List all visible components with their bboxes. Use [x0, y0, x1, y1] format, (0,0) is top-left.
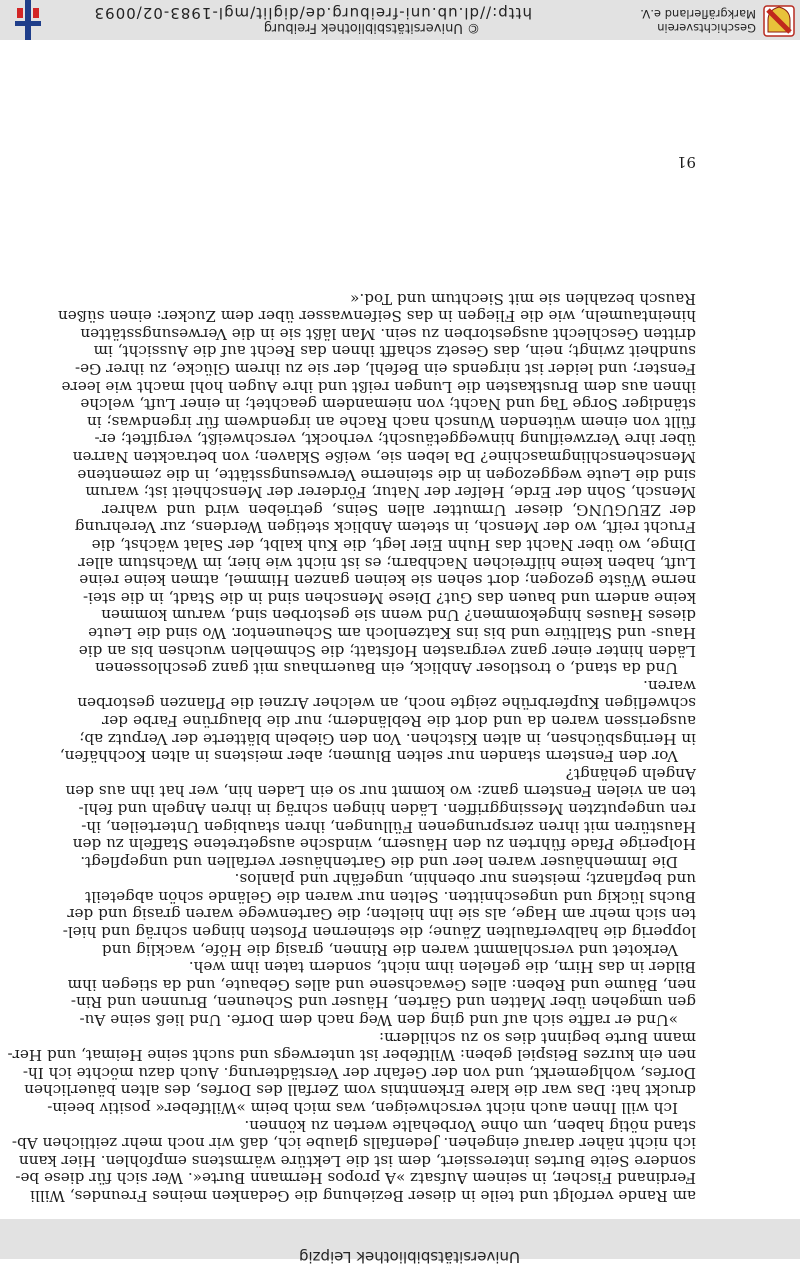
- text-line: stand nötig haben, um ohne Vorbehalte werten zu können.: [244, 1116, 696, 1135]
- university-logo-icon: [12, 0, 44, 40]
- text-line: ich nicht näher darauf eingehen. Jedenfalls glaube ich, daß wir noch mehr zeitlichen Ab-: [11, 1134, 696, 1153]
- text-line: waren.: [643, 676, 696, 695]
- text-line: ausgerissen waren da und dort die Rebländern; nur die blaugrüne Farbe der: [102, 711, 696, 730]
- text-line: Dinge, wo über Nacht das Huhn Eier legt, die Kuh kalbt, der Salat wächst, die: [91, 536, 696, 555]
- text-line: druckt hat: Das war die klare Erkenntnis vom Zerfall des Dorfes, des alten bäuerlichen: [24, 1081, 696, 1100]
- text-line: ren ungeputzten Messinggriffen. Läden hingen schräg in ihren Angeln und fehl-: [78, 799, 696, 818]
- text-line: Bilder in das Hirn, die gefielen ihm nicht, sondern taten ihm weh.: [188, 958, 696, 977]
- verein-logo-icon: [762, 4, 796, 38]
- text-line: Angeln gehängt?: [565, 764, 696, 783]
- text-line: Die Immenhäuser waren leer und die Gartenhäuser verfallen und ungepflegt.: [80, 852, 678, 871]
- text-line: ihnen aus dem Brustkasten die Lungen reißt und ihre Augen hohl macht wie leere: [61, 377, 696, 396]
- text-line: Haus- und Stalltüre und bis ins Katzenloch am Scheunentor. Wo sind die Leute: [88, 624, 696, 642]
- page-number: 91: [676, 153, 696, 171]
- text-line: füllt von einem wütenden Wunsch nach Rache an irgendwem für irgendwas; in: [86, 412, 696, 431]
- text-line: mann Burte beginnt dies so zu schildern:: [379, 1028, 696, 1047]
- text-line: Rausch bezahlen sie mit Siechtum und Tod.«: [350, 289, 696, 308]
- text-line: Menschenschlingmaschine? Da leben sie, weiße Sklaven; von betrackten Narren: [72, 448, 696, 467]
- text-line: nen, Bäume und Reben: alles Gewachsene und alles Gebaute, und da stiegen ihm: [67, 975, 696, 994]
- text-line: dieses Hauses hingekommen? Und wenn sie gestorben sind, warum kommen: [101, 606, 696, 625]
- text-line: Haustüren mit ihren zersprungenen Füllungen, ihren staubigen Unterteilen, ih-: [81, 817, 696, 836]
- text-line: Ich will Ihnen auch nicht verschweigen, was mich beim »Wiltfeber« positiv beein-: [47, 1099, 678, 1118]
- top-partial-bar: [0, 1219, 800, 1266]
- text-line: ten sich mehr am Hage, als sie ihn hielten; die Gartenwege waren grasig und der: [67, 905, 696, 924]
- text-line: gen umgehen über Matten und Gärten, Häuser und Scheunen, Brunnen und Rin-: [70, 993, 696, 1012]
- text-line: Holperige Pfade führten zu den Häusern, windsche ausgetretene Staffeln zu den: [72, 835, 696, 854]
- text-line: Fenster; und leider ist nirgends ein Befehl, der sie zu ihrem Glücke, zu ihrer Ge-: [75, 360, 696, 379]
- text-line: Verkotet und verschlammt waren die Rinnen, grasig die Höfe, wacklig und: [101, 940, 678, 959]
- footer-bar: [0, 0, 800, 40]
- text-line: Vor den Fenstern standen nur selten Blumen; aber meistens in alten Kochhäfen,: [59, 747, 678, 766]
- library-credit: © Universitätsbibliothek Freiburg: [263, 20, 480, 35]
- text-line: der ZEUGUNG, dieser Urmutter allen Seins, getrieben wird und wahrer: [102, 500, 696, 519]
- body-text: [7, 289, 696, 1205]
- text-line: sondere Seite Burtes interessiert, dem ist die Lektüre wärmstens empfohlen. Hier kann: [18, 1151, 696, 1170]
- text-line: ten an vielen Fenstern ganz: wo kommt nur so ein Laden hin, wer hat ihn aus den: [65, 782, 696, 801]
- text-line: in Heringsbüchsen, in alten Kistchen. Von den Giebeln blätterte der Verputz ab;: [79, 729, 696, 748]
- text-line: am Rande verfolgt und teile in dieser Beziehung die Gedanken meines Freundes, Willi: [30, 1187, 696, 1205]
- text-line: Und da stand, o trostloser Anblick, ein Bauernhaus mit ganz geschlossenen: [95, 659, 678, 678]
- text-line: nerne Wüste gezogen; dort sehen sie keinen ganzen Himmel, atmen keine reine: [79, 571, 696, 590]
- library-top-text: Universitätsbibliothek Leipzig: [298, 1248, 520, 1266]
- text-line: sundheit zwingt; nein, das Gesetz schafft ihnen das Recht auf die Aussicht, im: [93, 342, 696, 361]
- text-line: schwefligen Kupferbrühe zeigte noch, an welcher Arznei die Pflanzen gestorben: [77, 694, 696, 713]
- text-line: Frucht reift, wo der Mensch, in stetem Anblick stetigen Werdens, zur Verehrung: [74, 518, 696, 537]
- text-line: Läden hinter einer ganz vergrasten Hofstatt; die Schmehlen wuchsen bis an die: [78, 641, 696, 660]
- verein-name: Geschichtsverein Markgräflerland e.V.: [640, 7, 756, 35]
- text-line: dritten Geschlecht ausgestorben zu sein. Man läßt sie in die Verwesungsstätten: [80, 324, 696, 343]
- text-line: hineintaumeln, wie die Fliegen in das Seifenwasser über dem Zucker: einen süßen: [58, 307, 696, 326]
- text-line: keine andern und bauen das Gut? Diese Menschen sind in die Stadt, in die stei-: [83, 588, 696, 607]
- text-line: Ferdinand Fischer, in seinem Aufsatz »A propos Hermann Burte«. Wer sich für diese be-: [15, 1169, 696, 1188]
- text-line: über ihre Verzweiflung hinweggetäuscht; verhockt, verschweißt, vergiftet; er-: [94, 430, 696, 449]
- document-url[interactable]: http://dl.ub.uni-freiburg.de/diglit/mgl-1983-02/0093: [93, 4, 532, 22]
- text-line: nen ein kurzes Beispiel geben: Wiltfeber ist unterwegs und sucht seine Heimat, und Her-: [7, 1046, 696, 1065]
- text-line: lopperig die halbverfaulten Zäune; die steinernen Pfosten hingen schräg und hiel-: [62, 923, 696, 942]
- text-line: ständiger Sorge Tag und Nacht; von niemandem geachtet; in einer Luft, welche: [80, 395, 696, 414]
- text-line: Buchs lückig und ungeschnitten. Selten nur waren die Gelände schön abgeteilt: [85, 887, 696, 906]
- text-line: »Und er raffte sich auf und ging den Weg nach dem Dorfe. Und ließ seine Au-: [79, 1011, 678, 1030]
- text-line: Dorfes, wohlgemerkt, und von der Gefahr der Verstädterung. Auch dazu möchte ich Ih-: [22, 1063, 696, 1082]
- text-line: und bepflanzt; meistens nur obenhin, ungefähr und planlos.: [234, 870, 696, 889]
- text-line: Mensch, Sohn der Erde, Helfer der Natur, Förderer der Menschheit ist; warum: [85, 483, 696, 502]
- text-line: Luft, haben keine hilfreichen Nachbarn; es ist nicht wie hier, im Wachstum aller: [78, 553, 696, 572]
- text-line: sind die Leute weggezogen in die steinerne Verwesungsstätte, in die zementene: [77, 465, 696, 484]
